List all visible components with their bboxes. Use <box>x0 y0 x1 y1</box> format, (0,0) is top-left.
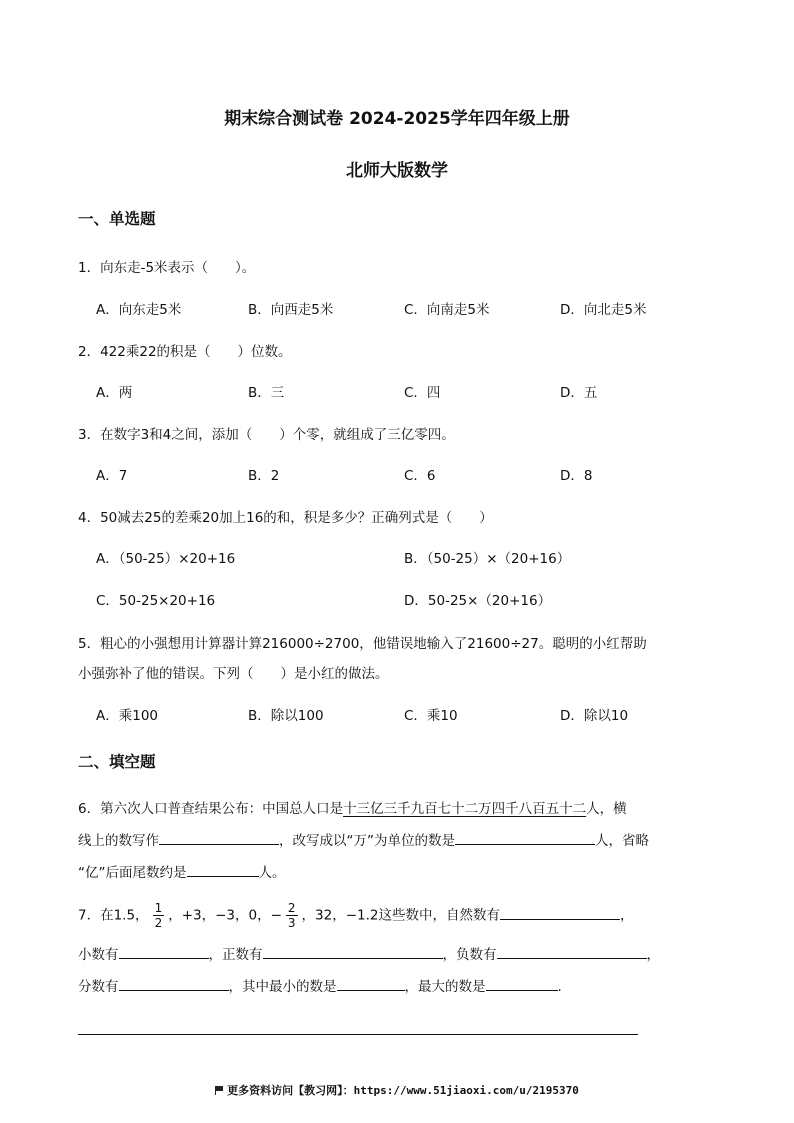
q6-prefix: 6．第六次人口普查结果公布：中国总人口是 <box>78 801 344 817</box>
question-7-line-3 <box>78 975 562 995</box>
q6-text: ，改写成以“万”为单位的数是 <box>279 833 455 849</box>
q4-option-c[interactable]: C．50-25×20+16 <box>96 593 216 609</box>
question-5-line-1: 5．粗心的小强想用计算器计算216000÷2700，他错误地输入了21600÷27。聪明的小红帮助 <box>78 636 647 652</box>
q7-text: ，32，−1.2这些数中，自然数有 <box>301 907 501 924</box>
q3-option-c[interactable]: C．6 <box>404 468 436 484</box>
q7-text: ，最大的数是 <box>404 979 486 995</box>
q7-blank-smallest[interactable] <box>337 976 405 991</box>
q6-text: 人，省略 <box>595 833 649 849</box>
q7-text: ， <box>646 947 660 963</box>
q2-option-a[interactable]: A．两 <box>96 385 133 401</box>
q1-option-b[interactable]: B．向西走5米 <box>248 302 334 318</box>
q3-option-d[interactable]: D．8 <box>560 468 593 484</box>
q7-blank-largest[interactable] <box>486 976 558 991</box>
flag-icon <box>215 1086 224 1095</box>
q7-blank-positive[interactable] <box>263 944 443 959</box>
q7-text: 分数有 <box>78 979 119 995</box>
q4-option-d[interactable]: D．50-25×（20+16） <box>404 593 552 609</box>
q3-option-b[interactable]: B．2 <box>248 468 280 484</box>
q6-blank-2[interactable] <box>455 830 595 845</box>
q6-text: 线上的数写作 <box>78 833 159 849</box>
q7-text: 7．在1.5， <box>78 907 149 924</box>
q7-text: ，其中最小的数是 <box>228 979 337 995</box>
q7-fraction-half <box>153 902 165 929</box>
q5-option-d[interactable]: D．除以10 <box>560 708 629 724</box>
q7-frac1-numerator: 1 <box>154 901 163 915</box>
q7-blank-negative[interactable] <box>497 944 647 959</box>
footer-link[interactable] <box>0 1082 794 1098</box>
q7-frac1-denominator: 2 <box>154 916 163 930</box>
section-title-single-choice: 一、单选题 <box>78 210 156 228</box>
q2-option-b[interactable]: B．三 <box>248 385 285 401</box>
q5-option-b[interactable]: B．除以100 <box>248 708 324 724</box>
q4-option-b[interactable]: B．（50-25）×（20+16） <box>404 551 571 567</box>
q1-option-a[interactable]: A．向东走5米 <box>96 302 182 318</box>
q3-option-a[interactable]: A．7 <box>96 468 128 484</box>
q6-suffix: 人，横 <box>586 801 627 817</box>
q7-frac2-denominator: 3 <box>287 916 296 930</box>
question-7-line-2 <box>78 943 660 963</box>
q7-frac2-numerator: 2 <box>287 901 296 915</box>
q1-option-c[interactable]: C．向南走5米 <box>404 302 490 318</box>
q7-blank-fraction[interactable] <box>119 976 229 991</box>
page-title: 期末综合测试卷 2024-2025学年四年级上册 <box>224 109 570 129</box>
section-title-fill-blank: 二、填空题 <box>78 753 156 771</box>
q7-text: . <box>557 979 562 995</box>
q7-text: ，+3，−3，0， <box>168 907 271 924</box>
question-6-line-2 <box>78 829 649 849</box>
q7-blank-natural[interactable] <box>500 905 620 920</box>
question-2: 2．422乘22的积是（ ）位数。 <box>78 344 292 360</box>
q6-blank-3[interactable] <box>187 862 259 877</box>
q2-option-c[interactable]: C．四 <box>404 385 441 401</box>
q2-option-d[interactable]: D．五 <box>560 385 598 401</box>
question-5-line-2: 小强弥补了他的错误。下列（ ）是小红的做法。 <box>78 666 389 682</box>
footer-divider <box>78 1034 638 1035</box>
q7-blank-decimal[interactable] <box>119 944 209 959</box>
question-4: 4．50减去25的差乘20加上16的和，积是多少？正确列式是（ ） <box>78 510 493 526</box>
q5-option-c[interactable]: C．乘10 <box>404 708 458 724</box>
q7-fraction-two-thirds <box>286 902 298 929</box>
q6-blank-1[interactable] <box>159 830 279 845</box>
q7-text: ， <box>620 907 634 924</box>
question-7-line-1 <box>78 902 634 929</box>
page-subtitle: 北师大版数学 <box>346 161 448 181</box>
q7-text: ，正数有 <box>208 947 263 963</box>
q7-text: 小数有 <box>78 947 119 963</box>
question-3: 3．在数字3和4之间，添加（ ）个零，就组成了三亿零四。 <box>78 427 455 443</box>
q6-underlined-number: 十三亿三千九百七十二万四千八百五十二 <box>343 801 587 817</box>
footer-text[interactable]: 更多资料访问【教习网】：https://www.51jiaoxi.com/u/2195370 <box>227 1084 579 1097</box>
q6-text: “亿”后面尾数约是 <box>78 865 187 881</box>
q6-text: 人。 <box>258 865 286 881</box>
question-1: 1．向东走-5米表示（ ）。 <box>78 260 256 276</box>
question-6-line-1 <box>78 797 627 817</box>
q7-text: ，负数有 <box>442 947 497 963</box>
q4-option-a[interactable]: A．（50-25）×20+16 <box>96 551 236 567</box>
q1-option-d[interactable]: D．向北走5米 <box>560 302 647 318</box>
question-6-line-3 <box>78 861 286 881</box>
q7-minus-sign: − <box>270 907 282 924</box>
q5-option-a[interactable]: A．乘100 <box>96 708 159 724</box>
